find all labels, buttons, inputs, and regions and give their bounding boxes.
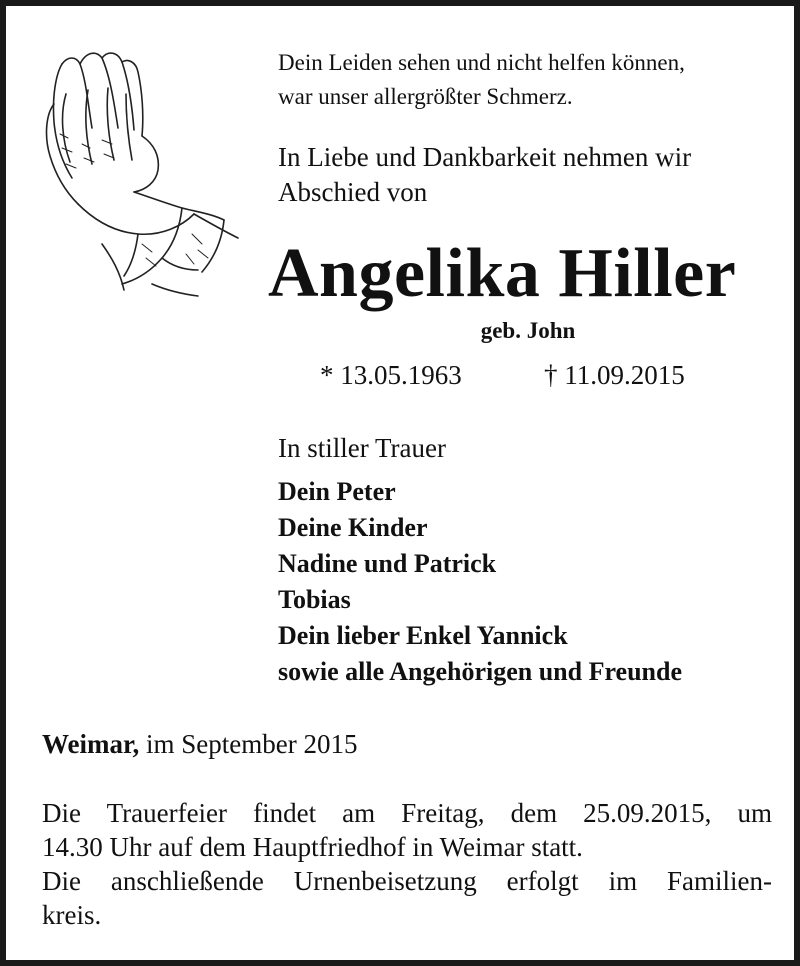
birth-date: * 13.05.1963 [320, 360, 462, 390]
farewell-line: Abschied von [278, 177, 428, 207]
farewell-line: In Liebe und Dankbarkeit nehmen wir [278, 142, 692, 172]
notice-line: Die Trauerfeier findet am Freitag, dem 25.09.2015, um [42, 798, 772, 828]
deceased-name: Angelika Hiller [268, 235, 737, 312]
mourner-name: Deine Kinder [278, 513, 428, 542]
farewell-text [278, 140, 778, 210]
death-date: † 11.09.2015 [544, 360, 685, 390]
place-date-line [42, 726, 357, 762]
mourner-name: Nadine und Patrick [278, 549, 497, 578]
verse-line: Dein Leiden sehen und nicht helfen können, [278, 50, 685, 75]
mourner-name: Dein lieber Enkel Yannick [278, 621, 568, 650]
verse-line: war unser allergrößter Schmerz. [278, 84, 573, 109]
place-date: im September 2015 [139, 729, 358, 759]
place-city: Weimar, [42, 729, 140, 759]
praying-hands-icon [42, 44, 246, 306]
verse [278, 46, 685, 114]
funeral-notice [42, 796, 772, 932]
notice-line: Die anschließende Urnenbeisetzung erfolgt im Familien- [42, 866, 772, 896]
notice-line: kreis. [42, 900, 102, 930]
notice-line: 14.30 Uhr auf dem Hauptfriedhof in Weimar statt. [42, 832, 583, 862]
mourners-block [278, 430, 682, 690]
mourner-name: sowie alle Angehörigen und Freunde [278, 657, 683, 686]
mourners-intro: In stiller Trauer [278, 433, 446, 463]
mourner-name: Tobias [278, 585, 351, 614]
mourner-name: Dein Peter [278, 477, 396, 506]
maiden-name: geb. John [480, 318, 576, 343]
mourners-list [278, 474, 682, 690]
